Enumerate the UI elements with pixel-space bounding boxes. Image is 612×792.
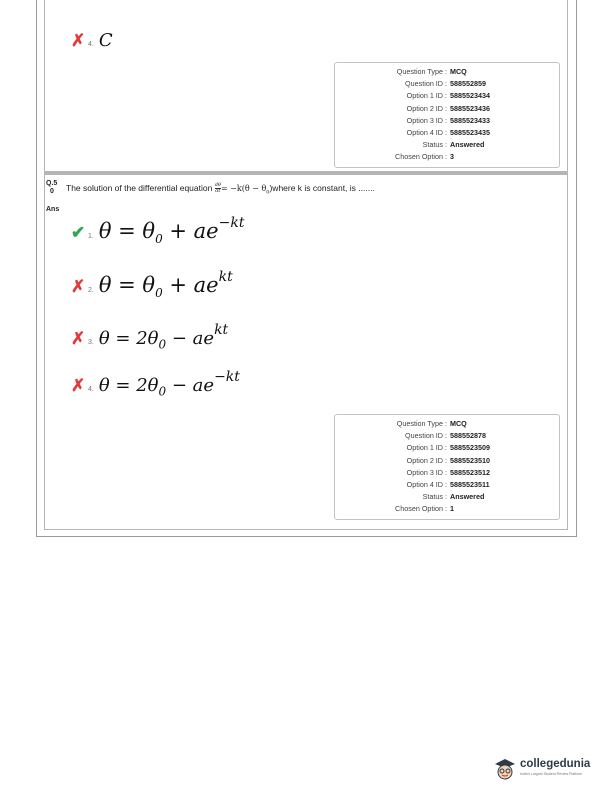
- brand-name: collegedunia: [520, 758, 591, 770]
- derivative-fraction: $\frac{d\theta}{dt}$: [214, 182, 221, 195]
- prev-option-4: [71, 30, 113, 51]
- option-number: 4.: [88, 41, 94, 48]
- wrong-icon: ✗: [71, 277, 86, 296]
- option-formula: $\theta = 2\theta_0 - ae^{-kt}$: [98, 369, 240, 399]
- option-formula: $\theta = 2\theta_0 - ae^{kt}$: [98, 322, 229, 352]
- brand-tagline: India's Largest Student Review Platform: [520, 772, 583, 776]
- option-formula: $\theta = \theta_0 + ae^{kt}$: [98, 269, 233, 301]
- question-info-box: Question Type : MCQ Question ID : 588552878 Option 1 ID : 5885523509 Option 2 ID : 5885523510 Option 3 ID : 5885523512 Option 4 ID : 5885523511 Status : Answered Chosen Option : 1: [334, 414, 560, 520]
- option-4: ✗ 4. $\theta = 2\theta_0 - ae^{-kt}$: [71, 369, 240, 399]
- correct-check-icon: ✔: [71, 223, 86, 242]
- question-number: Q.5 0: [46, 180, 58, 195]
- option-1: ✔ 1. $\theta = \theta_0 + ae^{-kt}$: [71, 215, 245, 247]
- collegedunia-logo: [493, 758, 590, 780]
- wrong-icon: ✗: [71, 376, 86, 395]
- wrong-icon: ✗: [71, 329, 86, 348]
- option-text: C: [98, 30, 113, 51]
- option-2: ✗ 2. $\theta = \theta_0 + ae^{kt}$: [71, 269, 233, 301]
- option-3: ✗ 3. $\theta = 2\theta_0 - ae^{kt}$: [71, 322, 229, 352]
- mascot-icon: [493, 758, 517, 780]
- option-formula: $\theta = \theta_0 + ae^{-kt}$: [98, 215, 245, 247]
- question-info-box: Question Type : MCQ Question ID : 588552859 Option 1 ID : 5885523434 Option 2 ID : 5885523436 Option 3 ID : 5885523433 Option 4 ID : 5885523435 Status : Answered Chosen Option : 3: [334, 62, 560, 168]
- ans-label: Ans: [46, 206, 60, 213]
- wrong-icon: ✗: [71, 31, 86, 50]
- question-text: The solution of the differential equation $\frac{d\theta}{dt}$ = $-k(\theta - \theta_0)where$ k is constant, is .......: [66, 182, 375, 196]
